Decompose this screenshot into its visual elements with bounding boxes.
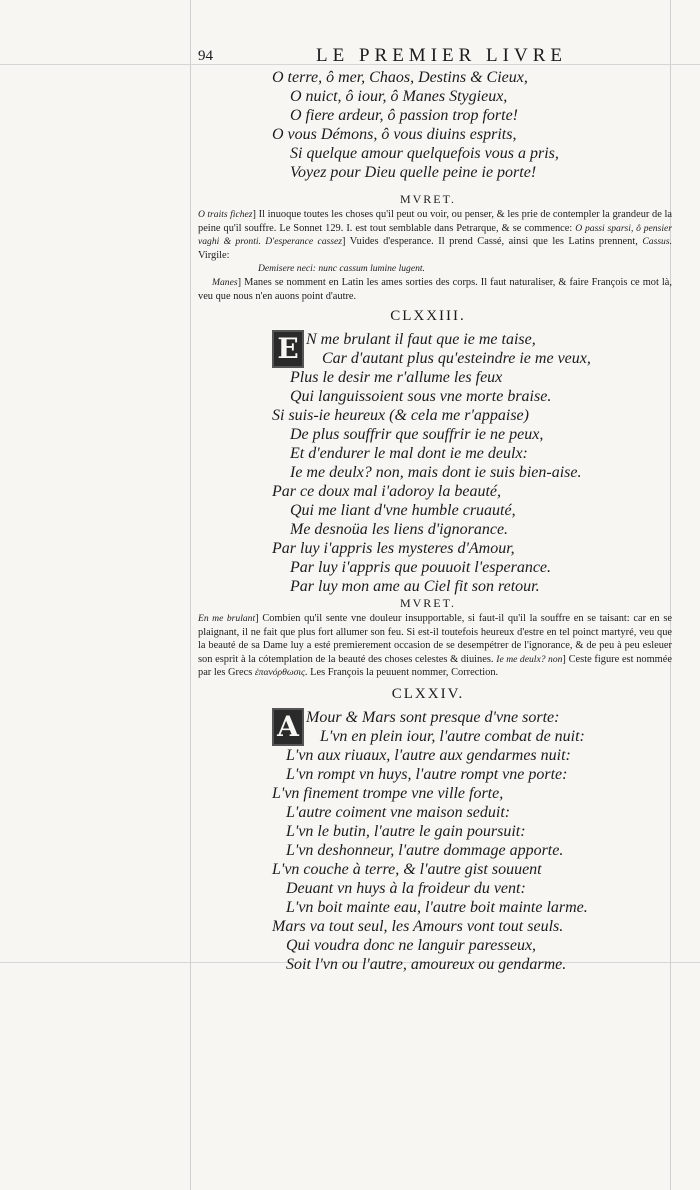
commentary-text (198, 208, 672, 303)
verse-line: Mour & Mars sont presque d'vne sorte: (306, 709, 560, 726)
verse-line: O vous Démons, ô vous diuins esprits, (272, 126, 517, 143)
verse-line: Voyez pour Dieu quelle peine ie porte! (290, 164, 537, 181)
verse-line: L'vn aux riuaux, l'autre aux gendarmes nuit: (286, 747, 571, 764)
verse-line: O nuict, ô iour, ô Manes Stygieux, (290, 88, 508, 105)
sonnet-number: CLXXIV. (391, 686, 465, 702)
commentary-paragraph (198, 276, 672, 303)
latin-word: Cassus. (642, 236, 672, 248)
verse-line: L'vn couche à terre, & l'autre gist souuent (272, 861, 542, 878)
verse-line: Qui me liant d'vne humble cruauté, (290, 502, 516, 519)
verse-line: L'vn rompt vn huys, l'autre rompt vne porte: (286, 766, 568, 783)
page-number: 94 (198, 48, 213, 64)
verse-line: Me desnoüa les liens d'ignorance. (290, 521, 509, 538)
verse-line: Si quelque amour quelquefois vous a pris, (290, 145, 559, 162)
sonnet-body (272, 708, 588, 974)
verse-line: O terre, ô mer, Chaos, Destins & Cieux, (272, 69, 528, 86)
commentary-sentence: ] Ceste figure est nommée par les Grecs (198, 653, 672, 679)
sonnet-body (272, 330, 591, 596)
lemma: O traits fichez (198, 209, 253, 220)
verse-line: Par luy i'appris que pouuoit l'esperance. (290, 559, 552, 576)
lemma: Manes (212, 276, 238, 288)
commentary-text (198, 612, 672, 680)
commentary-sentence: ] Manes se nomment en Latin les ames sorties des corps. Il faut naturaliser, & faire François ce mot là, veu que nous n'en auons point d'autre. (198, 276, 672, 302)
commentary-sentence: ] Vuides d'esperance. Il prend Cassé, ainsi que les Latins prennent, (341, 236, 638, 248)
commentary-heading: MVRET. (399, 596, 457, 610)
commentary-sentence: Virgile: (198, 249, 230, 261)
verse-line: L'vn boit mainte eau, l'autre boit mainte larme. (286, 899, 588, 916)
verse-line: L'vn en plein iour, l'autre combat de nuit: (320, 728, 585, 745)
commentary-paragraph (198, 612, 672, 680)
verse-line: Et d'endurer le mal dont ie me deulx: (290, 445, 528, 462)
lemma: Ie me deulx? non (496, 653, 563, 665)
lemma: En me brulant (198, 613, 256, 624)
verse-line: Qui languissoient sous vne morte braise. (290, 388, 552, 405)
verse-line: Par ce doux mal i'adoroy la beauté, (272, 483, 501, 500)
sonnet-ending (268, 68, 559, 182)
verse-line: Plus le desir me r'allume les feux (290, 369, 503, 386)
commentary-sentence: ] Il inuoque toutes les choses qu'il peut ou voir, ou penser, & les prie de contempler la grandeur de la peine qu'il souffre. Le Sonnet 129. I. est tout semblable dans Petrarque, & se commence: (198, 209, 672, 234)
dropcap-initial: A (272, 708, 304, 746)
verse-line: L'vn deshonneur, l'autre dommage apporte. (286, 842, 564, 859)
verse-line: N me brulant il faut que ie me taise, (306, 331, 536, 348)
commentary-paragraph (198, 208, 672, 262)
margin-rule-left (190, 0, 191, 1190)
verse-line: O fiere ardeur, ô passion trop forte! (290, 107, 518, 124)
verse-line: L'autre coiment vne maison seduit: (286, 804, 511, 821)
verse-line: Car d'autant plus qu'esteindre ie me veux, (322, 350, 591, 367)
verse-line: Par luy i'appris les mysteres d'Amour, (272, 540, 515, 557)
dropcap-initial: E (272, 330, 304, 368)
verse-line: Mars va tout seul, les Amours vont tout seuls. (272, 918, 564, 935)
sonnet-number: CLXXIII. (390, 308, 466, 324)
petrarch-citation: O passi sparsi, ô pensier vaghi & pronti. D'esperance cassez (198, 222, 672, 248)
verse-line: Soit l'vn ou l'autre, amoureux ou gendarme. (286, 956, 567, 973)
page-header (198, 45, 658, 67)
verse-line: L'vn le butin, l'autre le gain poursuit: (286, 823, 526, 840)
verse-line: Par luy mon ame au Ciel fit son retour. (290, 578, 540, 595)
verse-line: Ie me deulx? non, mais dont ie suis bien-aise. (290, 464, 582, 481)
verse-line: L'vn finement trompe vne ville forte, (272, 785, 504, 802)
margin-rule-right (670, 0, 671, 1190)
verse-line: Qui voudra donc ne languir paresseux, (286, 937, 537, 954)
commentary-sentence: . Les François la peuuent nommer, Correction. (304, 667, 499, 679)
verse-line: De plus souffrir que souffrir ie ne peux, (290, 426, 544, 443)
verse-line: Si suis-ie heureux (& cela me r'appaise) (272, 407, 529, 424)
commentary-sentence: ] Combien qu'il sente vne douleur insupportable, si faut-il qu'il la souffre en se taisant: car en se plaignant, il ne fait que plus fort allumer son feu. Si est-il toutefois heureux d'estre en tel poinct martyré, veu que la beauté de sa Dame luy a esté premierement occasion de se desempétrer de l'ignorance, & de peu à peu esleuer son esprit à la cótemplation de la beauté des choses celestes & diuines. (198, 613, 672, 665)
virgil-quote: Demisere neci: nunc cassum lumine lugent. (258, 263, 425, 275)
running-title: LE PREMIER LIVRE (316, 45, 567, 66)
greek-term: ἐπανόρθωσις (254, 667, 305, 679)
commentary-heading: MVRET. (399, 192, 457, 206)
verse-line: Deuant vn huys à la froideur du vent: (286, 880, 526, 897)
